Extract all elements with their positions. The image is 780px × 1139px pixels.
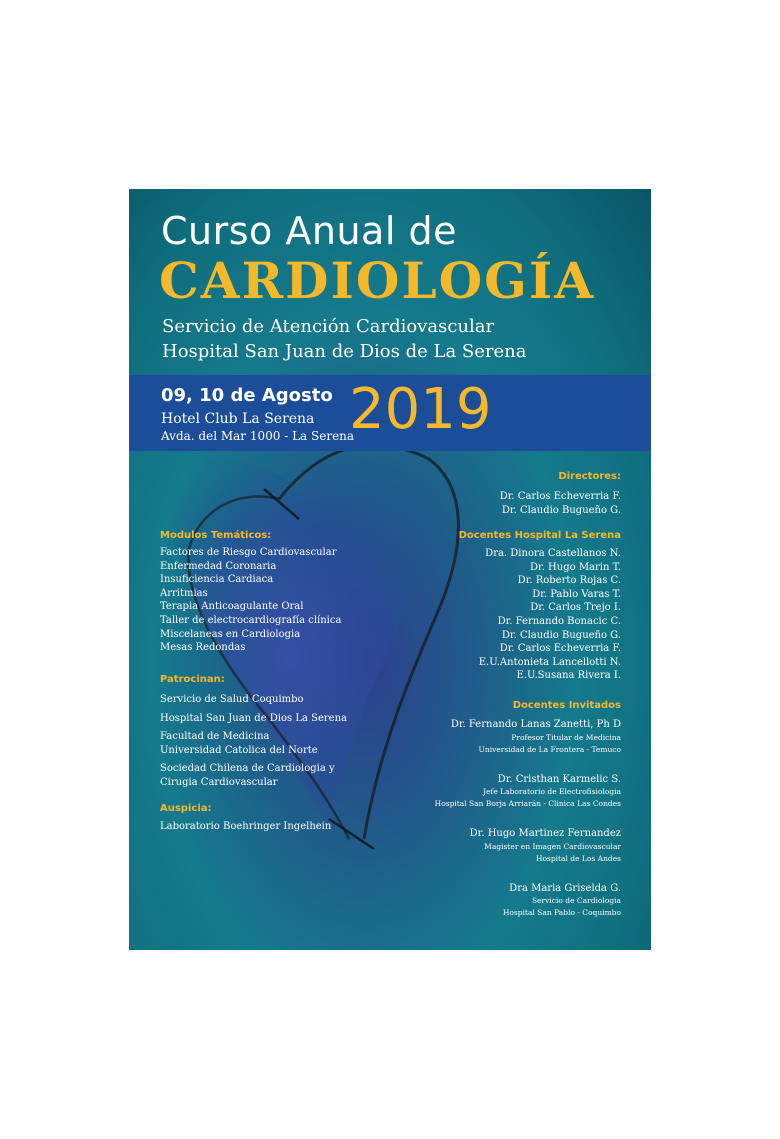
invitado-inst: Hospital San Pablo - Coquimbo [502, 908, 621, 918]
patrocinan-heading: Patrocinan: [160, 674, 225, 685]
subtitle [162, 314, 526, 364]
invitado-entry [435, 718, 621, 756]
list-item: Dra. Dinora Castellanos N. [485, 548, 621, 559]
invitado-role: Profesor Titular de Medicina [511, 732, 621, 742]
list-item: Factores de Riesgo Cardiovascular [160, 547, 337, 558]
poster [129, 189, 651, 950]
list-item: Dr. Carlos Echeverria F. [499, 491, 621, 502]
list-item: Insuficiencia Cardiaca [160, 574, 274, 586]
list-item: Miscelaneas en Cardiologia [160, 628, 301, 640]
modulos-heading: Modulos Temáticos: [160, 530, 272, 541]
docentes-invitados-heading: Docentes Invitados [512, 700, 621, 711]
invitado-role: Jefe Laboratorio de Electrofisiologia [483, 787, 621, 797]
event-dates: 09, 10 de Agosto [161, 385, 333, 406]
list-item: Dr. Hugo Marin T. [530, 561, 621, 573]
invitado-entry [435, 773, 621, 811]
title-cardiologia: CARDIOLOGÍA [159, 251, 596, 310]
invitado-inst: Universidad de La Frontera - Temuco [478, 744, 621, 754]
list-item: Dr. Pablo Varas T. [532, 588, 621, 600]
event-year: 2019 [349, 377, 492, 442]
list-item: Mesas Redondas [160, 642, 246, 654]
auspicia-heading: Auspicia: [160, 803, 212, 814]
invitado-name: Dr. Hugo Martinez Fernandez [469, 828, 621, 840]
subtitle-line-2: Hospital San Juan de Dios de La Serena [162, 341, 527, 362]
list-item: Dr. Carlos Echeverria F. [499, 643, 621, 655]
invitado-inst: Hospital de Los Andes [535, 853, 621, 863]
auspicia-section [160, 803, 331, 834]
directores-section [500, 471, 621, 517]
event-venue: Hotel Club La Serena [161, 411, 315, 427]
list-item: Laboratorio Boehringer Ingelhein [160, 821, 332, 832]
invitado-name: Dr. Fernando Lanas Zanetti, Ph D [450, 719, 621, 730]
modulos-section [160, 530, 341, 655]
list-item: Universidad Catolica del Norte [160, 744, 318, 756]
invitado-entry [435, 827, 621, 865]
title-line-1: Curso Anual de [161, 209, 457, 253]
invitado-role: Servicio de Cardiologia [531, 896, 621, 906]
list-item: E.U.Susana Rivera I. [516, 670, 621, 682]
list-item: Arritmias [160, 587, 208, 599]
list-item: Cirugia Cardiovascular [160, 776, 278, 788]
list-item: Taller de electrocardiografía clínica [160, 614, 342, 626]
invitado-name: Dr. Cristhan Karmelic S. [497, 773, 621, 785]
list-item: Dr. Fernando Bonacic C. [497, 615, 621, 627]
subtitle-line-1: Servicio de Atención Cardiovascular [162, 316, 495, 337]
patrocinan-section [160, 674, 347, 790]
list-item: Sociedad Chilena de Cardiologia y [160, 763, 335, 775]
docentes-hospital-heading: Docentes Hospital La Serena [458, 530, 621, 541]
list-item: E.U.Antonieta Lancellotti N. [478, 656, 621, 668]
docentes-hospital-section [459, 530, 621, 683]
list-item: Dr. Claudio Bugueño G. [501, 504, 621, 516]
event-address: Avda. del Mar 1000 - La Serena [161, 429, 355, 443]
list-item: Terapia Anticoagulante Oral [160, 601, 304, 613]
invitado-role: Magister en Imagen Cardiovascular [484, 841, 621, 851]
invitado-name: Dra Maria Griselda G. [509, 882, 621, 894]
list-item: Servicio de Salud Coquimbo [160, 694, 304, 705]
docentes-invitados-section [435, 700, 621, 919]
invitado-inst: Hospital San Borja Arriarán - Clinica Las Condes [434, 799, 621, 809]
list-item: Hospital San Juan de Dios La Serena [160, 712, 347, 724]
list-item: Enfermedad Coronaria [160, 560, 277, 572]
list-item: Facultad de Medicina [160, 731, 270, 743]
list-item: Dr. Carlos Trejo I. [530, 602, 621, 614]
list-item: Dr. Roberto Rojas C. [517, 575, 621, 587]
list-item: Dr. Claudio Bugueño G. [501, 629, 621, 641]
invitado-entry [435, 882, 621, 920]
directores-heading: Directores: [558, 471, 621, 482]
